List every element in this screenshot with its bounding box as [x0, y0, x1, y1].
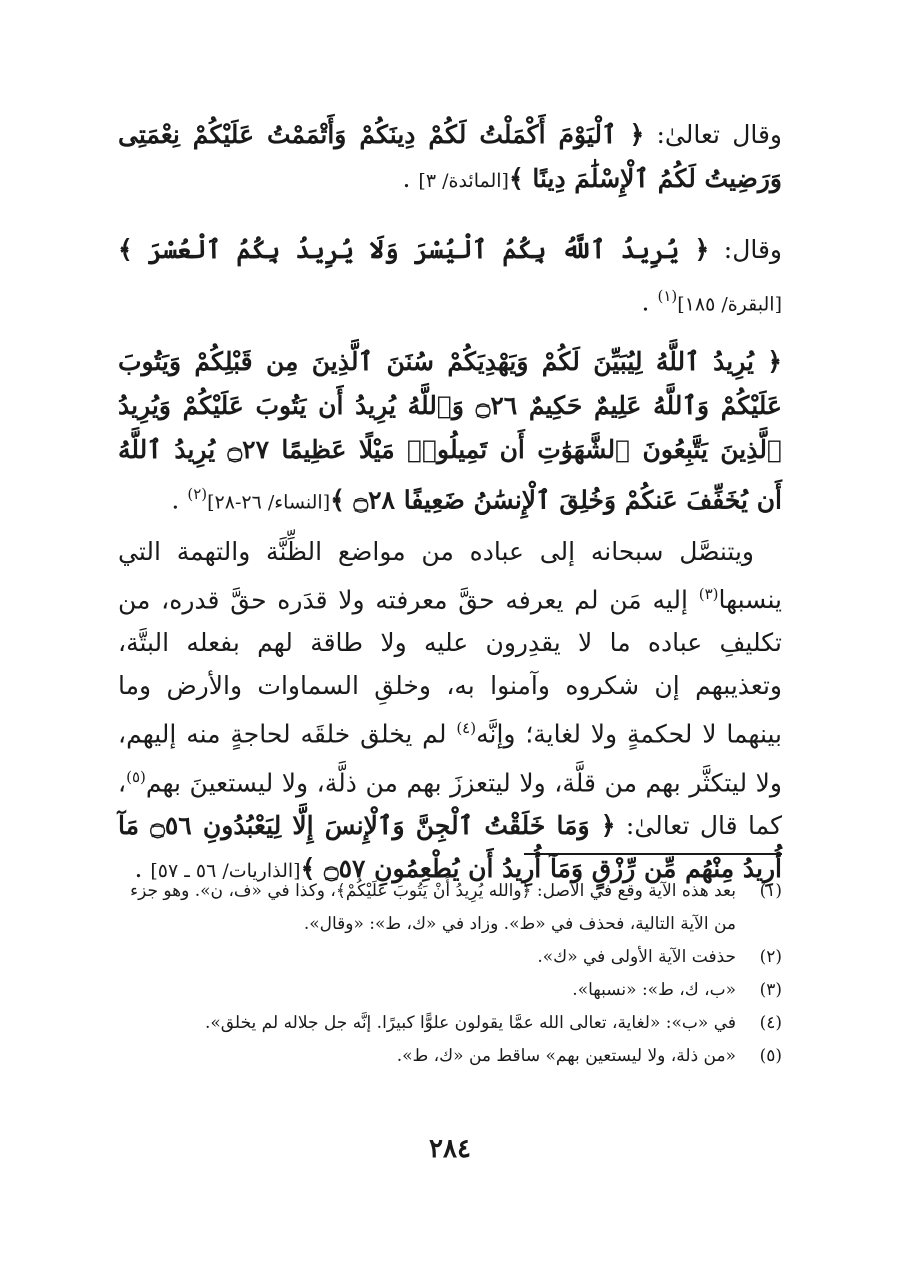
quran-verse: ﴿ ٱلْيَوْمَ أَكْمَلْتُ لَكُمْ دِينَكُمْ وَأَتْمَمْتُ عَلَيْكُمْ نِعْمَتِى وَرَضِيتُ لَكُمُ ٱلْإِسْلَٰمَ دِينًا ﴾ — [118, 120, 782, 193]
footnote-number: (٥) — [759, 1046, 782, 1066]
body-text: لم يخلق خلقَه لحاجةٍ منه إليهم، ولا ليتكثَّر بهم من قلَّة، ولا ليتعززَ بهم من ذلَّة، ولا ليستعينَ بهم — [118, 719, 782, 797]
footnote-text: في «ب»: «لغاية، تعالى الله عمَّا يقولون علوًّا كبيرًا. إنَّه جل جلاله لم يخلق». — [204, 1013, 736, 1033]
footnote-number: (٣) — [759, 980, 782, 1000]
footnote-ref: (٤) — [456, 719, 477, 738]
footnote-ref: (١) — [657, 287, 678, 305]
footnote-ref: (٢) — [187, 485, 208, 503]
quran-verse: ﴿ يُرِيدُ ٱللَّهُ بِكُمُ ٱلْيُسْرَ وَلَا يُرِيدُ بِكُمُ ٱلْعُسْرَ ﴾ — [118, 235, 710, 264]
sentence-end: . — [402, 164, 419, 193]
paragraph-maidah — [118, 113, 782, 203]
verse-citation: [البقرة/ ١٨٥] — [677, 293, 782, 316]
footnote-text: حذفت الآية الأولى في «ك». — [537, 947, 736, 967]
paragraph-main-text — [118, 530, 782, 893]
intro-text: وقال: — [709, 235, 782, 264]
footnote-item — [118, 941, 782, 974]
footnote-text: «من ذلة، ولا ليستعين بهم» ساقط من «ك، ط». — [396, 1046, 736, 1066]
footnote-item — [118, 974, 782, 1007]
footnote-text: بعد هذه الآية وقع في الأصل: ﴿والله يُرِيدُ أَنْ يَتُوبَ عَلَيْكُمْ﴾، وكذا في «ف، ن». وهو جزء من الآية التالية، فحذف في «ط». وزاد في «ك، ط»: «وقال». — [130, 881, 736, 934]
footnote-ref: (٥) — [126, 767, 146, 786]
verse-citation: [النساء/ ٢٦-٢٨] — [207, 491, 331, 514]
footnotes-list — [118, 875, 782, 1073]
paragraph-baqarah — [118, 228, 782, 326]
footnote-ref: (٣) — [698, 585, 719, 603]
footnote-number: (٢) — [759, 947, 782, 967]
footnote-number: (١) — [759, 881, 782, 901]
intro-text: وقال تعالىٰ: — [644, 120, 782, 149]
footnote-item — [118, 1007, 782, 1040]
body-text: ، كما قال تعالىٰ: — [118, 767, 782, 840]
quran-verse: ﴿ وَمَا خَلَقْتُ ٱلْجِنَّ وَٱلْإِنسَ إِلَّا لِيَعْبُدُونِ ۝٥٦ مَآ أُرِيدُ مِنْهُم مِّن رِّزْقٍ وَمَآ أُرِيدُ أَن يُطْعِمُونِ ۝٥٧ ﴾ — [118, 810, 782, 883]
sentence-end: . — [134, 853, 151, 883]
verse-citation: [المائدة/ ٣] — [418, 170, 509, 192]
footnote-item — [118, 875, 782, 941]
footnote-text: «ب، ك، ط»: «نسبها». — [572, 980, 736, 1000]
sentence-end: . — [641, 287, 658, 317]
footnote-separator — [524, 853, 782, 855]
quran-verse: ﴿ يُرِيدُ ٱللَّهُ لِيُبَيِّنَ لَكُمْ وَيَهْدِيَكُمْ سُنَنَ ٱلَّذِينَ مِن قَبْلِكُمْ وَيَتُوبَ عَلَيْكُمْ وَٱللَّهُ عَلِيمٌ حَكِيمٌ ۝٢٦ وَٱللَّهُ يُرِيدُ أَن يَتُوبَ عَلَيْكُمْ وَيُرِيدُ ٱلَّذِينَ يَتَّبِعُونَ ٱلشَّهَوَٰتِ أَن تَمِيلُوا۟ مَيْلًا عَظِيمًا ۝٢٧ يُرِيدُ ٱللَّهُ أَن يُخَفِّفَ عَنكُمْ وَخُلِقَ ٱلْإِنسَٰنُ ضَعِيفًا ۝٢٨ ﴾ — [118, 347, 783, 515]
body-text: إليه مَن لم يعرفه حقَّ معرفته ولا قدَره حقَّ قدره، من تكليفِ عباده ما لا يقدِرون عليه ولا طاقة لهم بفعله البتَّة، وتعذيبهم إن شكروه وآمنوا به، وخلقِ السماوات والأرض وما بينهما لا لحكمةٍ ولا لغاية؛ وإنَّه — [118, 585, 783, 749]
paragraph-nisa — [118, 340, 782, 524]
page-number: ٢٨٤ — [429, 1134, 471, 1164]
footnote-item — [118, 1040, 782, 1073]
footnote-number: (٤) — [759, 1013, 782, 1033]
body-text: ويتنصَّل سبحانه إلى عباده من مواضع الظِّنَّة والتهمة التي ينسبها — [118, 537, 782, 615]
sentence-end: . — [171, 485, 188, 515]
verse-citation: [الذاريات/ ٥٦ ـ ٥٧] — [150, 859, 301, 882]
